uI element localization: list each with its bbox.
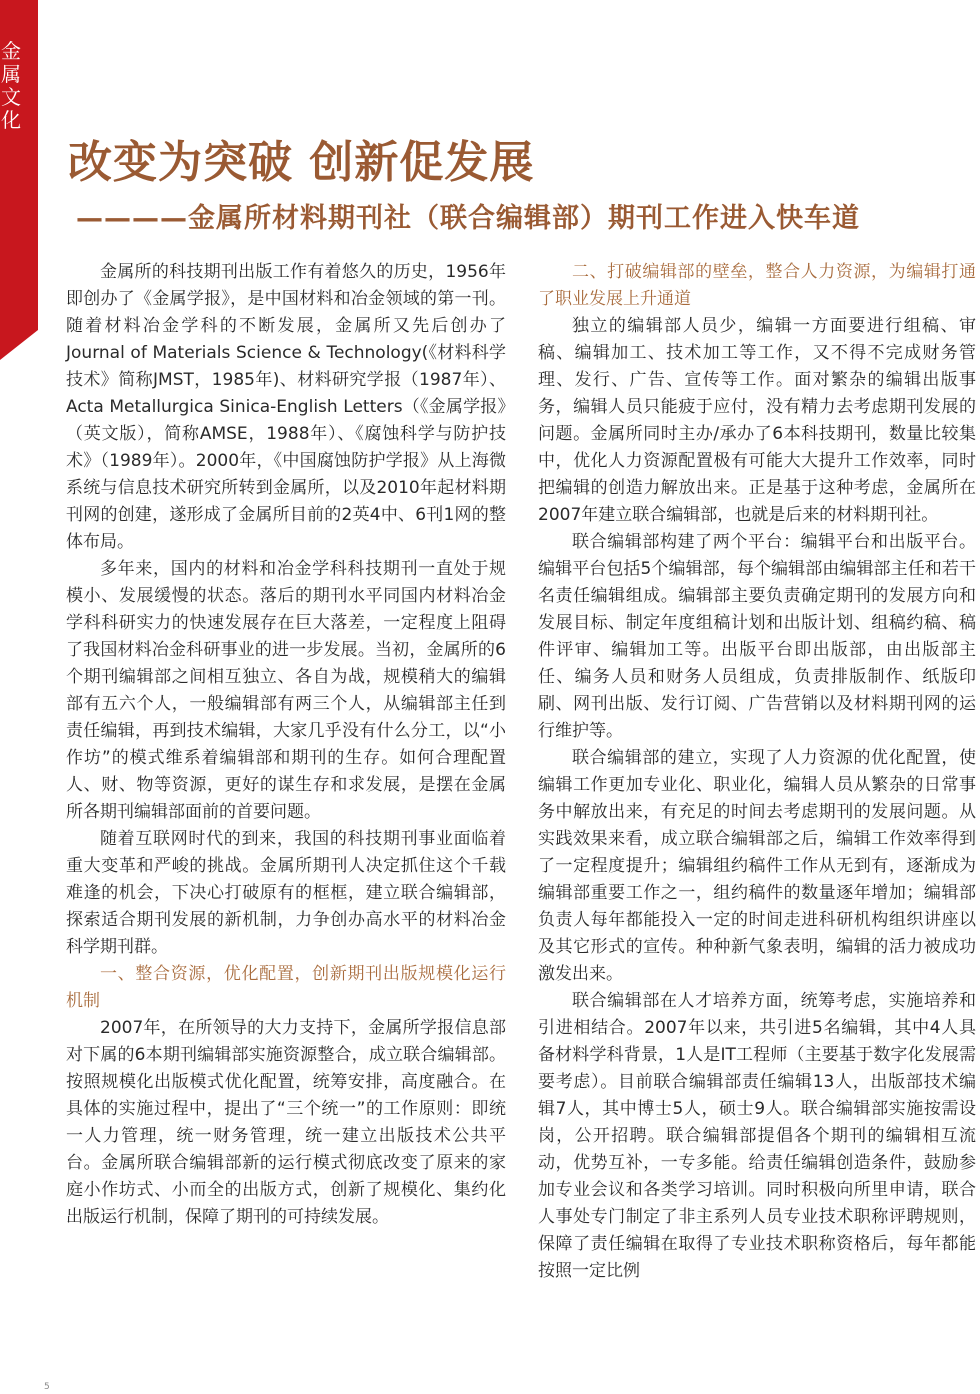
- paragraph: 金属所的科技期刊出版工作有着悠久的历史，1956年即创办了《金属学报》，是中国材料和冶金领域的第一刊。随着材料冶金学科的不断发展，金属所又先后创办了Journal of Materials Science & Technology(《材料科学技术》简称JMST，1985年)、材料研究学报（1987年）、Acta Metallurgica Sinica-English Letters（《金属学报》（英文版），简称AMSE，1988年）、《腐蚀科学与防护技术》（1989年）。2000年，《中国腐蚀防护学报》从上海微系统与信息技术研究所转到金属所，以及2010年起材料期刊网的创建，遂形成了金属所目前的2英4中、6刊1网的整体布局。: [66, 262, 506, 552]
- page-number: 5: [44, 1382, 50, 1392]
- paragraph: 随着互联网时代的到来，我国的科技期刊事业面临着重大变革和严峻的挑战。金属所期刊人决定抓住这个千载难逢的机会，下决心打破原有的框框，建立联合编辑部，探索适合期刊发展的新机制，力争创办高水平的材料冶金科学期刊群。: [66, 829, 506, 957]
- paragraph: 2007年，在所领导的大力支持下，金属所学报信息部对下属的6本期刊编辑部实施资源整合，成立联合编辑部。按照规模化出版模式优化配置，统筹安排，高度融合。在具体的实施过程中，提出了“三个统一”的工作原则：即统一人力管理，统一财务管理，统一建立出版技术公共平台。金属所联合编辑部新的运行模式彻底改变了原来的家庭小作坊式、小而全的出版方式，创新了规模化、集约化出版运行机制，保障了期刊的可持续发展。: [66, 1018, 506, 1227]
- paragraph: 多年来，国内的材料和冶金学科科技期刊一直处于规模小、发展缓慢的状态。落后的期刊水平同国内材料冶金学科科研实力的快速发展存在巨大落差，一定程度上阻碍了我国材料冶金科研事业的进一步发展。当初，金属所的6个期刊编辑部之间相互独立、各自为战，规模稍大的编辑部有五六个人，一般编辑部有两三个人，从编辑部主任到责任编辑，再到技术编辑，大家几乎没有什么分工，以“小作坊”的模式维系着编辑部和期刊的生存。如何合理配置人、财、物等资源，更好的谋生存和求发展，是摆在金属所各期刊编辑部面前的首要问题。: [66, 559, 506, 822]
- paragraph: 联合编辑部的建立，实现了人力资源的优化配置，使编辑工作更加专业化、职业化，编辑人员从繁杂的日常事务中解放出来，有充足的时间去考虑期刊的发展问题。从实践效果来看，成立联合编辑部之后，编辑工作效率得到了一定程度提升；编辑组约稿件工作从无到有，逐渐成为编辑部重要工作之一，组约稿件的数量逐年增加；编辑部负责人每年都能投入一定的时间走进科研机构组织讲座以及其它形式的宣传。种种新气象表明，编辑的活力被成功激发出来。: [538, 748, 976, 984]
- section-tab-char: 化: [1, 108, 21, 132]
- article-subtitle: ————金属所材料期刊社（联合编辑部）期刊工作进入快车道: [76, 203, 860, 234]
- section-tab: [0, 0, 38, 330]
- paragraph: 独立的编辑部人员少，编辑一方面要进行组稿、审稿、编辑加工、技术加工等工作，又不得不完成财务管理、发行、广告、宣传等工作。面对繁杂的编辑出版事务，编辑人员只能疲于应付，没有精力去考虑期刊发展的问题。金属所同时主办/承办了6本科技期刊，数量比较集中，优化人力资源配置极有可能大大提升工作效率，同时把编辑的创造力解放出来。正是基于这种考虑，金属所在2007年建立联合编辑部，也就是后来的材料期刊社。: [538, 316, 976, 525]
- section-tab-char: 文: [1, 85, 21, 109]
- paragraph: 联合编辑部在人才培养方面，统筹考虑，实施培养和引进相结合。2007年以来，共引进5名编辑，其中4人具备材料学科背景，1人是IT工程师（主要基于数字化发展需要考虑）。目前联合编辑部责任编辑13人，出版部技术编辑7人，其中博士5人，硕士9人。联合编辑部实施按需设岗，公开招聘。联合编辑部提倡各个期刊的编辑相互流动，优势互补，一专多能。给责任编辑创造条件，鼓励参加专业会议和各类学习培训。同时积极向所里申请，联合人事处专门制定了非主系列人员专业技术职称评聘规则，保障了责任编辑在取得了专业技术职称资格后，每年都能按照一定比例: [538, 991, 976, 1281]
- section-tab-label: [0, 40, 22, 132]
- right-column: [538, 259, 976, 1285]
- section-tab-char: 属: [1, 62, 21, 86]
- section-heading: 一、整合资源，优化配置，创新期刊出版规模化运行机制: [66, 964, 506, 1011]
- article-title: 改变为突破 创新促发展: [68, 137, 535, 188]
- section-tab-tip: [0, 330, 38, 360]
- left-column: [66, 259, 506, 1231]
- section-heading: 二、打破编辑部的壁垒，整合人力资源，为编辑打通了职业发展上升通道: [538, 262, 976, 309]
- section-tab-char: 金: [1, 39, 21, 63]
- paragraph: 联合编辑部构建了两个平台：编辑平台和出版平台。编辑平台包括5个编辑部，每个编辑部由编辑部主任和若干名责任编辑组成。编辑部主要负责确定期刊的发展方向和发展目标、制定年度组稿计划和出版计划、组稿约稿、稿件评审、编辑加工等。出版平台即出版部，由出版部主任、编务人员和财务人员组成，负责排版制作、纸版印刷、网刊出版、发行订阅、广告营销以及材料期刊网的运行维护等。: [538, 532, 976, 741]
